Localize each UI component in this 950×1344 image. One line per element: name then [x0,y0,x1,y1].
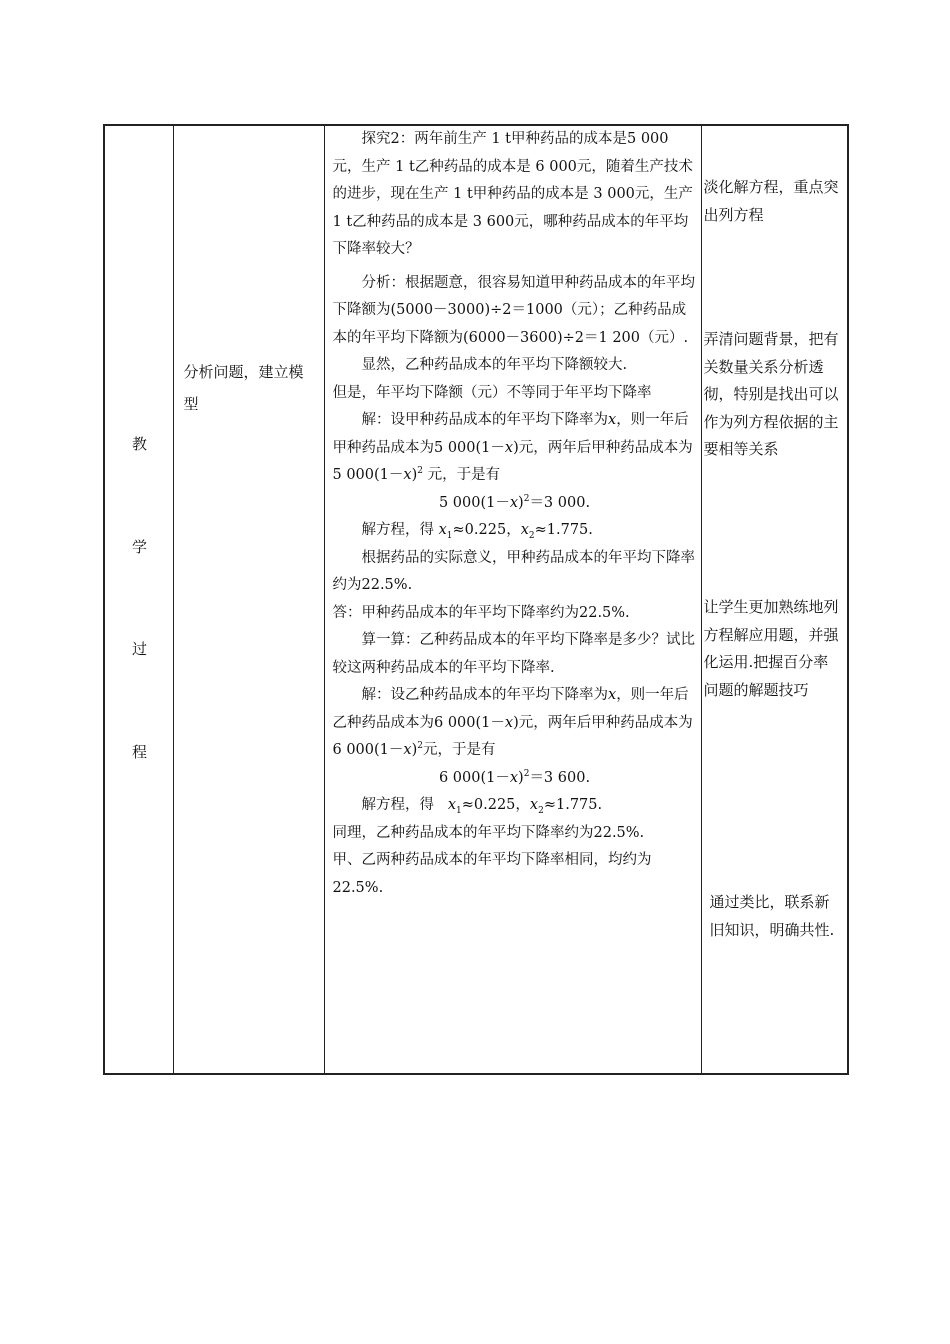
step-label: 分析问题，建立模型 [183,363,304,413]
solution-b-roots: 解方程，得 $x_1\approx 0.225$，$x_2\approx 1.775$. [361,797,603,816]
solution-b-result: 同理，乙种药品成本的年平均下降率约为22.5%. [332,824,645,841]
stage-cell [104,125,173,1074]
stage-char: 过 [131,640,147,658]
step-cell [173,125,324,1074]
lesson-plan-table [103,124,849,1075]
equation-a: 5 $000(1-x)^2=3$ 000. [438,493,591,511]
lesson-content [325,126,701,902]
design-note: 弄清问题背景，把有关数量关系分析透彻，特别是找出可以作为列方程依据的主要相等关系 [703,330,839,458]
answer-a: 答：甲种药品成本的年平均下降率约为22.5%. [332,604,630,621]
stage-char: 学 [131,538,147,556]
stage-char: 教 [131,435,147,453]
solution-a-meaning: 根据药品的实际意义，甲种药品成本的年平均下降率约为22.5%. [332,549,695,593]
solution-a-roots: 解方程，得 $x_1\approx 0.225$，$x_2\approx 1.775$. [361,522,593,541]
problem-2: 探究2：两年前生产 1 t甲种药品的成本是5 000元，生产 1 t乙种药品的成本是 6 000元，随着生产技术的进步，现在生产 1 t甲种药品的成本是 3 000元，生产 1 t乙种药品的成本是 3 600元，哪种药品成本的年平均下降率较大？ [332,131,693,257]
solution-b-setup: 解：设乙种药品成本的年平均下降率为x，则一年后乙种药品成本为6 000(1－x)元，两年后甲种药品成本为6 $000(1-x)^2$元，于是有 [332,687,693,758]
exercise-paragraph: 算一算：乙种药品成本的年平均下降率是多少？试比较这两种药品成本的年平均下降率. [332,632,695,676]
notes-cell [701,125,848,1074]
content-cell [324,125,701,1074]
solution-a-setup: 解：设甲种药品成本的年平均下降率为x，则一年后甲种药品成本为5 000(1－x)元，两年后甲种药品成本为5 $000(1-x)^2$ 元，于是有 [332,412,693,483]
analysis-paragraph: 分析：根据题意，很容易知道甲种药品成本的年平均下降额为(5000－3000)÷2＝1000（元）；乙种药品成本的年平均下降额为(6000－3600)÷2＝1 200（元）. [332,274,695,346]
design-note: 让学生更加熟练地列方程解应用题，并强化运用.把握百分率问题的解题技巧 [703,598,839,699]
equation-b: 6 $000(1-x)^2=3$ 600. [438,768,591,786]
design-note: 通过类比，联系新旧知识，明确共性. [709,893,835,939]
design-note: 淡化解方程，重点突出列方程 [703,178,839,224]
observation-paragraph: 显然，乙种药品成本的年平均下降额较大. [361,357,628,373]
conclusion-paragraph: 甲、乙两种药品成本的年平均下降率相同，均约为22.5%. [332,852,652,896]
caveat-paragraph: 但是，年平均下降额（元）不等同于年平均下降率 [332,384,652,401]
stage-char: 程 [131,743,147,761]
